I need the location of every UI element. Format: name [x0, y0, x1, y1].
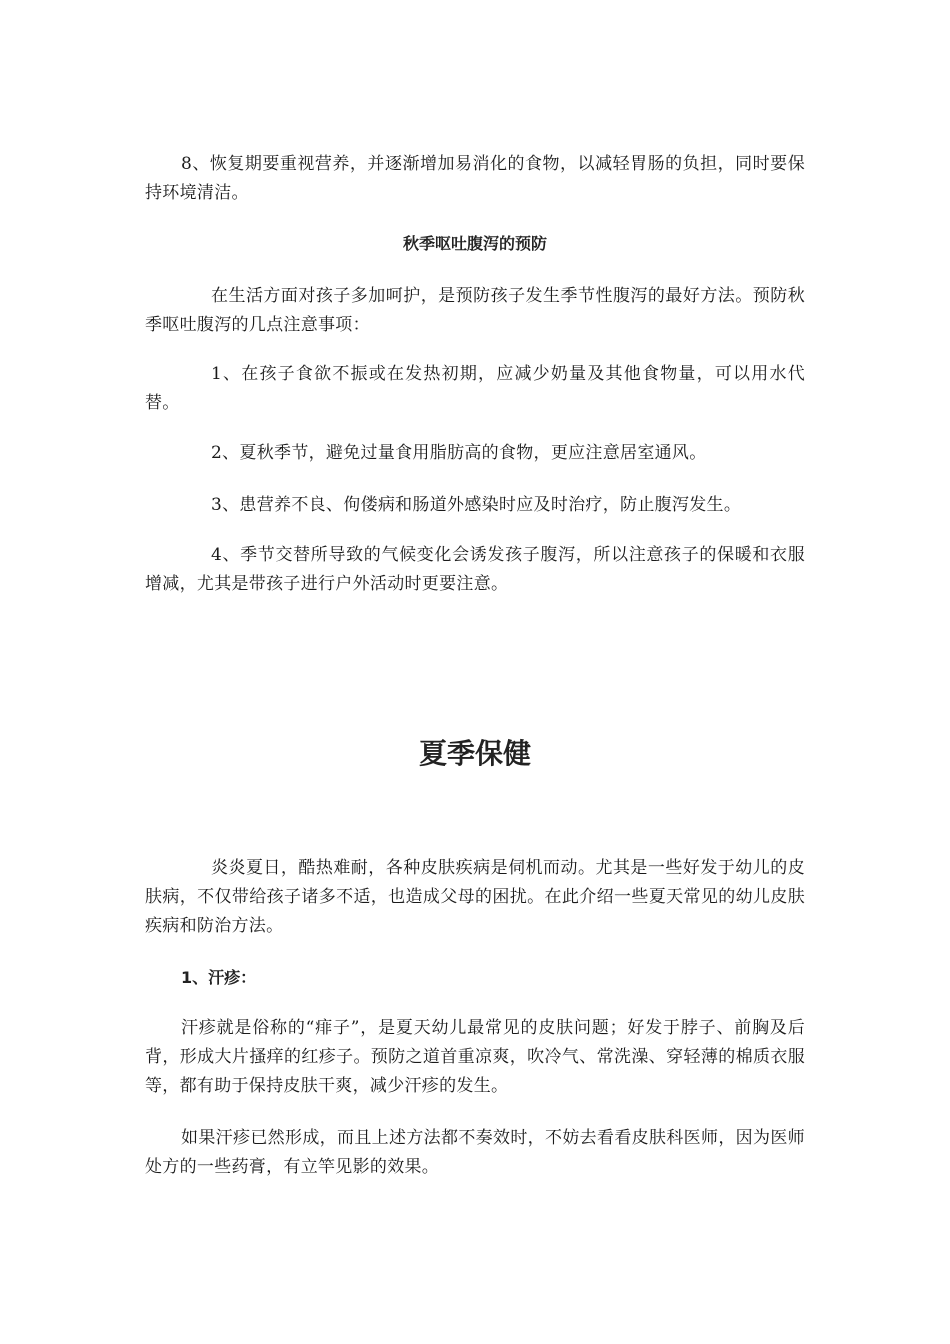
- prevention-item-3: 3、患营养不良、佝偻病和肠道外感染时应及时治疗，防止腹泻发生。: [211, 495, 742, 515]
- summer-intro-paragraph: 炎炎夏日，酷热难耐，各种皮肤疾病是伺机而动。尤其是一些好发于幼儿的皮肤病，不仅带给孩子诸多不适，也造成父母的困扰。在此介绍一些夏天常见的幼儿皮肤疾病和防治方法。: [145, 858, 805, 936]
- prevention-intro-paragraph: 在生活方面对孩子多加呵护，是预防孩子发生季节性腹泻的最好方法。预防秋季呕吐腹泻的几点注意事项：: [145, 286, 805, 335]
- prevention-item-4: 4、季节交替所导致的气候变化会诱发孩子腹泻，所以注意孩子的保暖和衣服增减，尤其是带孩子进行户外活动时更要注意。: [145, 545, 805, 594]
- prevention-heading: 秋季呕吐腹泻的预防: [402, 234, 547, 253]
- prevention-item-1: 1、在孩子食欲不振或在发热初期，应减少奶量及其他食物量，可以用水代替。: [145, 364, 805, 413]
- heat-rash-treatment-paragraph: 如果汗疹已然形成，而且上述方法都不奏效时，不妨去看看皮肤科医师，因为医师处方的一些药膏，有立竿见影的效果。: [145, 1128, 805, 1177]
- heat-rash-heading: 1、汗疹：: [181, 968, 257, 987]
- recovery-item-paragraph: 8、恢复期要重视营养，并逐渐增加易消化的食物，以减轻胃肠的负担，同时要保持环境清洁。: [145, 154, 805, 203]
- heat-rash-description-paragraph: 汗疹就是俗称的“痱子”，是夏天幼儿最常见的皮肤问题；好发于脖子、前胸及后背，形成大片搔痒的红疹子。预防之道首重凉爽，吹冷气、常洗澡、穿轻薄的棉质衣服等，都有助于保持皮肤干爽，减少汗疹的发生。: [145, 1018, 805, 1096]
- prevention-item-2: 2、夏秋季节，避免过量食用脂肪高的食物，更应注意居室通风。: [211, 443, 707, 463]
- summer-section-title: 夏季保健: [418, 737, 531, 770]
